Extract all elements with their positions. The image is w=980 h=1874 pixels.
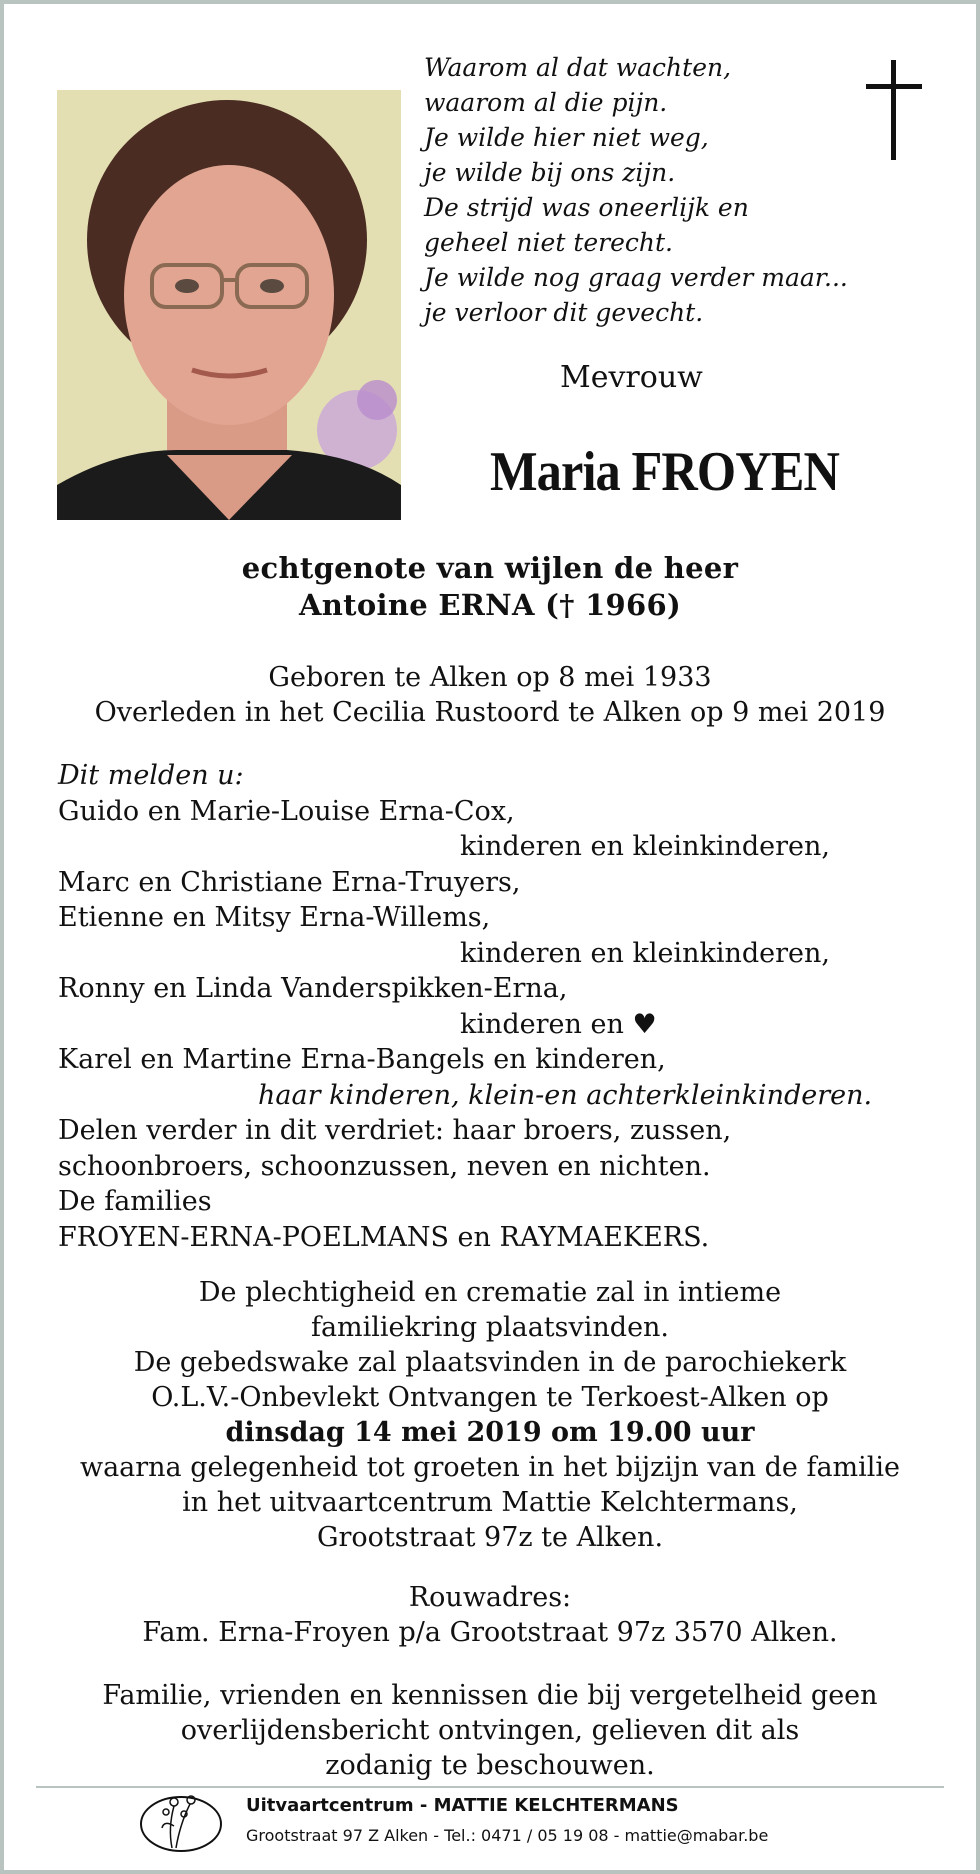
note-line: Familie, vrienden en kennissen die bij vergetelheid geen <box>102 1680 878 1711</box>
family-line: Ronny en Linda Vanderspikken-Erna, <box>58 973 568 1004</box>
birth-line: Geboren te Alken op 8 mei 1933 <box>268 662 712 693</box>
family-line: Etienne en Mitsy Erna-Willems, <box>58 902 491 933</box>
poem-line: De strijd was oneerlijk en <box>424 193 749 222</box>
note-line: overlijdensbericht ontvingen, gelieven dit als <box>180 1715 800 1746</box>
announcement <box>58 758 938 1255</box>
portrait-image <box>57 90 401 520</box>
ceremony-line: De plechtigheid en crematie zal in intieme <box>198 1277 782 1308</box>
ceremony-line: familiekring plaatsvinden. <box>310 1312 670 1343</box>
family-line: kinderen en kleinkinderen, <box>460 831 830 862</box>
family-line: kinderen en kleinkinderen, <box>460 937 830 969</box>
family-line: FROYEN-ERNA-POELMANS en RAYMAEKERS. <box>58 1221 710 1253</box>
family-line: De families <box>58 1186 212 1217</box>
poem-line: je wilde bij ons zijn. <box>424 158 676 187</box>
family-line: schoonbroers, schoonzussen, neven en nichten. <box>58 1150 711 1182</box>
poem-line: geheel niet terecht. <box>424 228 673 257</box>
poem-line: waarom al die pijn. <box>424 88 668 117</box>
footer-divider <box>36 1786 944 1788</box>
announcement-intro: Dit melden u: <box>58 760 244 791</box>
family-line: Delen verder in dit verdriet: haar broers, zussen, <box>58 1115 732 1146</box>
spouse-line: echtgenote van wijlen de heer <box>241 551 739 585</box>
poem-line: Waarom al dat wachten, <box>424 53 732 82</box>
ceremony-line: De gebedswake zal plaatsvinden in de parochiekerk <box>133 1347 847 1378</box>
ceremony-line: Grootstraat 97z te Alken. <box>316 1522 664 1553</box>
ceremony-info <box>0 1275 980 1555</box>
poem <box>424 50 848 330</box>
poem-line: je verloor dit gevecht. <box>424 298 704 327</box>
ceremony-line: in het uitvaartcentrum Mattie Kelchtermans, <box>182 1487 798 1518</box>
spouse-line: Antoine ERNA († 1966) <box>299 588 681 622</box>
ceremony-line: O.L.V.-Onbevlekt Ontvangen te Terkoest-Alken op <box>151 1382 829 1413</box>
spouse-info <box>0 550 980 624</box>
family-line: Marc en Christiane Erna-Truyers, <box>58 866 521 898</box>
funeral-home-contact: Grootstraat 97 Z Alken - Tel.: 0471 / 05 19 08 - mattie@mabar.be <box>246 1826 769 1845</box>
family-line: haar kinderen, klein-en achterkleinkinderen. <box>258 1079 873 1111</box>
family-line: Guido en Marie-Louise Erna-Cox, <box>58 795 515 827</box>
death-line: Overleden in het Cecilia Rustoord te Alken op 9 mei 2019 <box>94 697 886 728</box>
address-value: Fam. Erna-Froyen p/a Grootstraat 97z 3570 Alken. <box>142 1617 838 1648</box>
life-dates <box>0 660 980 730</box>
family-line: Karel en Martine Erna-Bangels en kinderen, <box>58 1044 666 1075</box>
portrait-photo <box>57 90 401 520</box>
poem-line: Je wilde hier niet weg, <box>424 123 709 152</box>
cross-icon <box>866 60 922 160</box>
poem-line: Je wilde nog graag verder maar... <box>424 263 848 292</box>
deceased-name: Maria FROYEN <box>490 441 839 503</box>
funeral-home-name: Uitvaartcentrum - MATTIE KELCHTERMANS <box>246 1795 679 1816</box>
honorific: Mevrouw <box>560 360 703 395</box>
mourning-address <box>0 1580 980 1650</box>
note-line: zodanig te beschouwen. <box>325 1750 655 1781</box>
ceremony-datetime: dinsdag 14 mei 2019 om 19.00 uur <box>225 1417 755 1448</box>
address-label: Rouwadres: <box>408 1582 572 1613</box>
funeral-home-logo <box>138 1790 224 1854</box>
ceremony-line: waarna gelegenheid tot groeten in het bijzijn van de familie <box>79 1452 901 1483</box>
family-line: kinderen en ♥ <box>460 1008 657 1040</box>
closing-note <box>0 1678 980 1783</box>
